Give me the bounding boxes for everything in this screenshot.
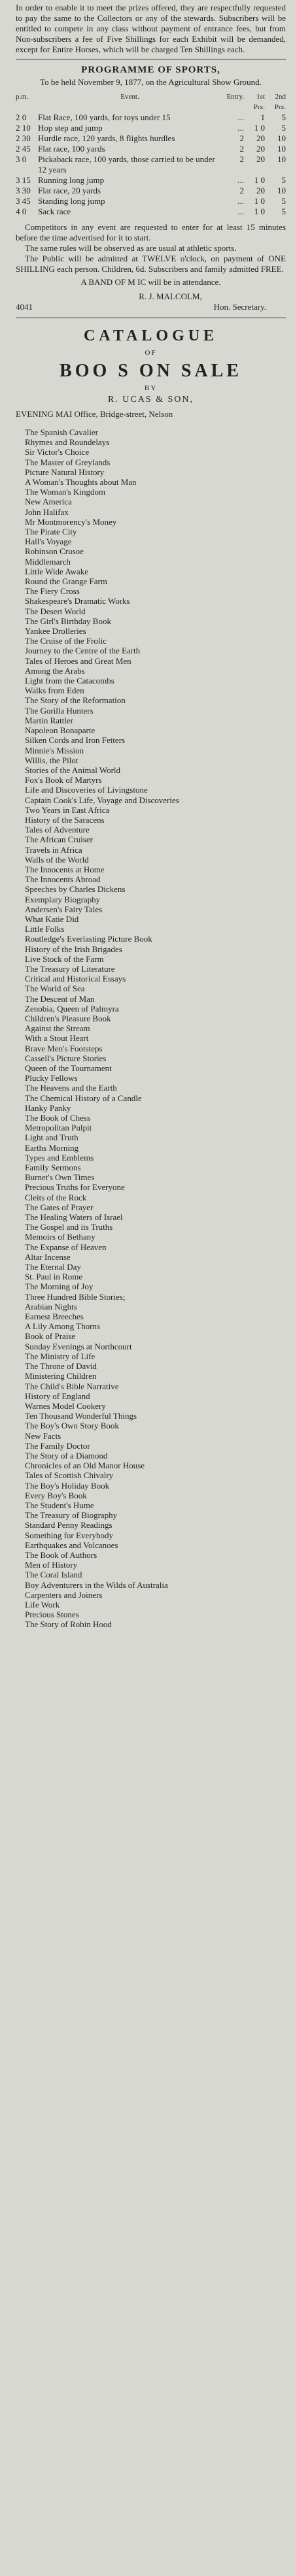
- event-second-prize: 5: [281, 206, 286, 216]
- event-row: [16, 144, 286, 154]
- book-title: Sir Victor's Choice: [25, 447, 90, 457]
- book-title: Family Sermons: [25, 1163, 81, 1173]
- book-title: The Story of the Reformation: [25, 695, 126, 706]
- event-name: Standing long jump: [38, 196, 105, 206]
- book-title: Brave Men's Footsteps: [25, 1043, 103, 1053]
- book-title: Every Boy's Book: [25, 1490, 87, 1500]
- book-title: Minnie's Mission: [25, 745, 84, 755]
- event-name: Flat race, 100 yards: [38, 144, 105, 154]
- book-title: Fox's Book of Martyrs: [25, 775, 102, 785]
- book-title: Light from the Catacombs: [25, 676, 114, 686]
- book-title: Cleits of the Rock: [25, 1192, 87, 1202]
- book-title: The Master of Greylands: [25, 457, 111, 467]
- book-title: Precious Truths for Everyone: [25, 1182, 125, 1193]
- col-event: Event.: [120, 93, 139, 101]
- event-first-prize: 1 0: [254, 206, 265, 216]
- book-title: The Innocents Abroad: [25, 874, 101, 885]
- book-title: The Healing Waters of Israel: [25, 1212, 123, 1223]
- event-name: Pickaback race, 100 yards, those carried to be under 12 years: [38, 154, 215, 174]
- sports-notice: [16, 3, 286, 312]
- book-title: The Gates of Prayer: [25, 1202, 94, 1212]
- book-title: The World of Sea: [25, 983, 85, 994]
- event-second-prize: 10: [277, 186, 286, 195]
- book-title: Tales of Heroes and Great Men: [25, 655, 131, 666]
- book-title: The Innocents at Home: [25, 864, 105, 874]
- book-title: Willis, the Pilot: [25, 755, 78, 765]
- event-row: [16, 175, 286, 186]
- book-title: Memoirs of Bethany: [25, 1232, 95, 1242]
- event-time: 2 45: [16, 144, 31, 154]
- book-title: Arabian Nights: [25, 1301, 77, 1312]
- book-title: A Lily Among Thorns: [25, 1321, 100, 1332]
- book-title: Silken Cords and Iron Fetters: [25, 735, 126, 746]
- notice-paragraph: In order to enable it to meet the prizes offered, they are respectfully requested to pay the same to the Collectors or any of the stewards. Subscribers will be entitled to compete in any class without payment of entrance fees, but from Non-subscribers a fee of Five Shillings for each Exhibit will be demanded, except for Entire Horses, which will be charged Ten Shillings each.: [16, 3, 286, 54]
- book-title: Light and Truth: [25, 1132, 78, 1143]
- event-first-prize: 20: [256, 144, 265, 154]
- catalogue-by: BY: [144, 384, 158, 392]
- book-title: Live Stock of the Farm: [25, 953, 104, 964]
- book-title: Ten Thousand Wonderful Things: [25, 1411, 137, 1421]
- event-time: 3 30: [16, 186, 31, 195]
- event-second-prize: 10: [277, 154, 286, 164]
- book-title: John Halifax: [25, 506, 69, 517]
- book-title: The Book of Chess: [25, 1113, 91, 1123]
- book-title: Life Work: [25, 1599, 60, 1610]
- book-title: Sunday Evenings at Northcourt: [25, 1341, 132, 1351]
- event-entry: ...: [237, 123, 244, 133]
- event-second-prize: 5: [281, 112, 286, 122]
- book-title: The Story of a Diamond: [25, 1450, 108, 1461]
- book-title: What Katie Did: [25, 914, 79, 924]
- col-pm: p.m.: [16, 93, 29, 101]
- book-title: The Boy's Own Story Book: [25, 1421, 119, 1431]
- event-name: Hop step and jump: [38, 123, 103, 133]
- book-title: The Fiery Cross: [25, 586, 80, 597]
- book-title: Journey to the Centre of the Earth: [25, 646, 141, 656]
- book-title: Something for Everybody: [25, 1530, 114, 1540]
- event-time: 3 15: [16, 175, 31, 185]
- book-title: Speeches by Charles Dickens: [25, 884, 126, 895]
- book-title: Metropolitan Pulpit: [25, 1123, 92, 1133]
- book-title: Walls of the World: [25, 854, 89, 865]
- book-title: Critical and Historical Essays: [25, 974, 126, 984]
- event-name: Running long jump: [38, 175, 105, 185]
- book-title: Book of Praise: [25, 1331, 76, 1342]
- col-second: 2nd Prz.: [274, 93, 286, 111]
- ad-number: 4041: [16, 302, 33, 312]
- signature-block: [16, 291, 286, 312]
- book-title: Earnest Breeches: [25, 1312, 84, 1322]
- event-row: [16, 206, 286, 217]
- event-name: Sack race: [38, 206, 71, 216]
- book-title: New Facts: [25, 1430, 61, 1441]
- event-entry: ...: [237, 196, 244, 206]
- book-title: The Boy's Holiday Book: [25, 1480, 110, 1491]
- book-title: Hall's Voyage: [25, 537, 72, 547]
- book-title: Children's Pleasure Book: [25, 1013, 111, 1023]
- book-title: The Descent of Man: [25, 993, 95, 1004]
- book-title: Rhymes and Roundelays: [25, 437, 110, 448]
- book-title: Cassell's Picture Stories: [25, 1053, 107, 1063]
- book-title: Three Hundred Bible Stories;: [25, 1291, 126, 1302]
- event-second-prize: 5: [281, 123, 286, 133]
- notice-paragraph: The same rules will be observed as are usual at athletic sports.: [25, 243, 237, 253]
- book-title: Carpenters and Joiners: [25, 1589, 103, 1600]
- book-title: The Treasury of Literature: [25, 963, 115, 974]
- catalogue-heading: BOO S ON SALE: [60, 361, 242, 381]
- sports-subtitle: To be held November 9, 1877, on the Agricultural Show Ground.: [40, 77, 262, 87]
- book-title: Little Wide Awake: [25, 566, 88, 576]
- book-title: Shakespeare's Dramatic Works: [25, 596, 130, 606]
- book-title: The Chemical History of a Candle: [25, 1093, 142, 1103]
- book-title: History of the Irish Brigades: [25, 944, 122, 954]
- book-title: Picture Natural History: [25, 467, 105, 477]
- book-title: Andersen's Fairy Tales: [25, 904, 103, 914]
- event-entry: 2: [239, 133, 244, 143]
- book-title: The Treasury of Biography: [25, 1510, 118, 1521]
- event-row: [16, 196, 286, 206]
- event-time: 4 0: [16, 206, 27, 216]
- newspaper-column: [0, 3, 295, 2576]
- book-title: Queen of the Tournament: [25, 1063, 112, 1073]
- book-title: Captain Cook's Life, Voyage and Discoveries: [25, 795, 179, 805]
- book-title: The Eternal Day: [25, 1262, 81, 1272]
- book-title: Altar Incense: [25, 1251, 71, 1262]
- book-title: Men of History: [25, 1560, 78, 1570]
- signature-title: Hon. Secretary.: [213, 302, 266, 312]
- book-title: Against the Stream: [25, 1023, 90, 1034]
- book-title: St. Paul in Rome: [25, 1272, 83, 1282]
- notice-paragraph: The Public will be admitted at TWELVE o'clock, on payment of ONE SHILLING each person. Children, 6d. Subscribers and family admitted FREE.: [16, 254, 286, 274]
- book-title: The Story of Robin Hood: [25, 1619, 112, 1630]
- book-title: The African Cruiser: [25, 834, 93, 845]
- notice-paragraph: Competitors in any event are requested to enter for at least 15 minutes before the time advertised for it to start.: [16, 222, 286, 242]
- events-body: [16, 112, 286, 217]
- event-name: Flat race, 20 yards: [38, 186, 101, 195]
- event-entry: 2: [239, 186, 244, 195]
- book-title: History of England: [25, 1391, 90, 1401]
- book-title: Tales of Scottish Chivalry: [25, 1470, 114, 1481]
- book-title: Napoleon Bonaparte: [25, 725, 95, 736]
- event-row: [16, 133, 286, 144]
- book-title: Routledge's Everlasting Picture Book: [25, 934, 152, 944]
- book-title: Standard Penny Readings: [25, 1520, 113, 1530]
- book-title: The Cruise of the Frolic: [25, 636, 107, 646]
- book-title: Martin Rattler: [25, 715, 74, 725]
- event-time: 2 30: [16, 133, 31, 143]
- book-title: The Child's Bible Narrative: [25, 1381, 119, 1391]
- book-title: Zenobia, Queen of Palmyra: [25, 1003, 119, 1014]
- event-row: [16, 112, 286, 123]
- book-title: Warnes Model Cookery: [25, 1400, 106, 1411]
- event-second-prize: 5: [281, 196, 286, 206]
- event-entry: 2: [239, 154, 244, 164]
- book-title: The Book of Authors: [25, 1549, 97, 1560]
- sports-title: PROGRAMME OF SPORTS,: [81, 65, 220, 75]
- event-row: [16, 154, 286, 175]
- book-title: The Throne of David: [25, 1361, 97, 1372]
- notice-paragraph: A BAND OF M IC will be in attendance.: [80, 277, 221, 287]
- book-title: The Family Doctor: [25, 1440, 90, 1451]
- book-title: The Heavens and the Earth: [25, 1083, 117, 1093]
- book-title: The Student's Hume: [25, 1500, 94, 1510]
- book-title: Yankee Drolleries: [25, 626, 86, 636]
- signature-name: R. J. MALCOLM,: [139, 291, 202, 301]
- book-title: Boy Adventurers in the Wilds of Australia: [25, 1579, 168, 1590]
- book-title: Earths Morning: [25, 1142, 78, 1153]
- event-second-prize: 10: [277, 144, 286, 154]
- book-title: Burnet's Own Times: [25, 1172, 95, 1183]
- book-title: Earthquakes and Volcanoes: [25, 1540, 118, 1550]
- event-first-prize: 1 0: [254, 123, 265, 133]
- catalogue-firm: R. UCAS & SON,: [107, 395, 194, 405]
- book-title: Types and Emblems: [25, 1152, 94, 1163]
- book-title: Plucky Fellows: [25, 1073, 78, 1083]
- book-title: A Woman's Thoughts about Man: [25, 477, 137, 487]
- event-name: Flat Race, 100 yards, for toys under 15: [38, 112, 171, 122]
- book-title: The Girl's Birthday Book: [25, 616, 111, 626]
- book-title: The Morning of Joy: [25, 1281, 94, 1292]
- catalogue-title: CATALOGUE: [83, 327, 218, 344]
- event-first-prize: 1 0: [254, 196, 265, 206]
- book-title: Robinson Crusoe: [25, 546, 84, 557]
- event-entry: ...: [237, 175, 244, 185]
- event-name: Hurdle race, 120 yards, 8 flights hurdles: [38, 133, 175, 143]
- book-title: Walks from Eden: [25, 685, 84, 696]
- book-title: Exemplary Biography: [25, 894, 101, 904]
- events-table: [16, 91, 286, 217]
- event-entry: ...: [237, 206, 244, 216]
- book-title: New America: [25, 497, 72, 507]
- col-first: 1st Prz.: [253, 93, 265, 111]
- book-title: The Desert World: [25, 606, 86, 616]
- catalogue-of: OF: [145, 349, 157, 357]
- event-time: 2 10: [16, 123, 31, 133]
- events-header-row: [16, 91, 286, 112]
- book-title: The Woman's Kingdom: [25, 487, 106, 497]
- event-row: [16, 186, 286, 196]
- book-title: The Gospel and its Truths: [25, 1222, 113, 1232]
- book-title: Ministering Children: [25, 1371, 97, 1381]
- book-title: Mr Montmorency's Money: [25, 516, 117, 527]
- col-entry: Entry.: [226, 93, 244, 101]
- event-first-prize: 1 0: [254, 175, 265, 185]
- book-title: Among the Arabs: [25, 665, 85, 676]
- book-title: The Spanish Cavalier: [25, 427, 98, 437]
- event-second-prize: 10: [277, 133, 286, 143]
- book-title: Travels in Africa: [25, 844, 82, 855]
- book-title: Little Folks: [25, 924, 65, 934]
- event-first-prize: 1: [260, 112, 265, 122]
- book-title: History of the Saracens: [25, 814, 105, 825]
- book-list: [16, 427, 286, 1630]
- event-time: 2 0: [16, 112, 27, 122]
- signature-row: [16, 302, 286, 312]
- book-title: Life and Discoveries of Livingstone: [25, 785, 148, 795]
- book-catalogue: [16, 327, 286, 1630]
- book-title: Tales of Adventure: [25, 825, 90, 835]
- book-title: The Gorilla Hunters: [25, 705, 94, 716]
- event-second-prize: 5: [281, 175, 286, 185]
- book-title: Hanky Panky: [25, 1102, 71, 1113]
- event-first-prize: 20: [256, 186, 265, 195]
- book-title: The Pirate City: [25, 527, 77, 537]
- event-row: [16, 123, 286, 133]
- catalogue-office: EVENING MAI Office, Bridge-street, Nelson: [16, 409, 173, 419]
- book-title: Precious Stones: [25, 1610, 79, 1620]
- book-title: The Ministry of Life: [25, 1351, 95, 1361]
- event-entry: 2: [239, 144, 244, 154]
- book-title: The Expanse of Heaven: [25, 1242, 107, 1252]
- book-title: Middlemarch: [25, 556, 71, 567]
- event-first-prize: 20: [256, 154, 265, 164]
- book-title: With a Stout Heart: [25, 1033, 89, 1044]
- book-title: Stories of the Animal World: [25, 765, 121, 775]
- event-time: 3 0: [16, 154, 27, 164]
- book-title: The Coral Island: [25, 1570, 82, 1580]
- event-entry: ...: [237, 112, 244, 122]
- event-time: 3 45: [16, 196, 31, 206]
- book-title: Round the Grange Farm: [25, 576, 108, 587]
- event-first-prize: 20: [256, 133, 265, 143]
- book-title: Chronicles of an Old Manor House: [25, 1461, 145, 1471]
- book-title: Two Years in East Africa: [25, 804, 110, 815]
